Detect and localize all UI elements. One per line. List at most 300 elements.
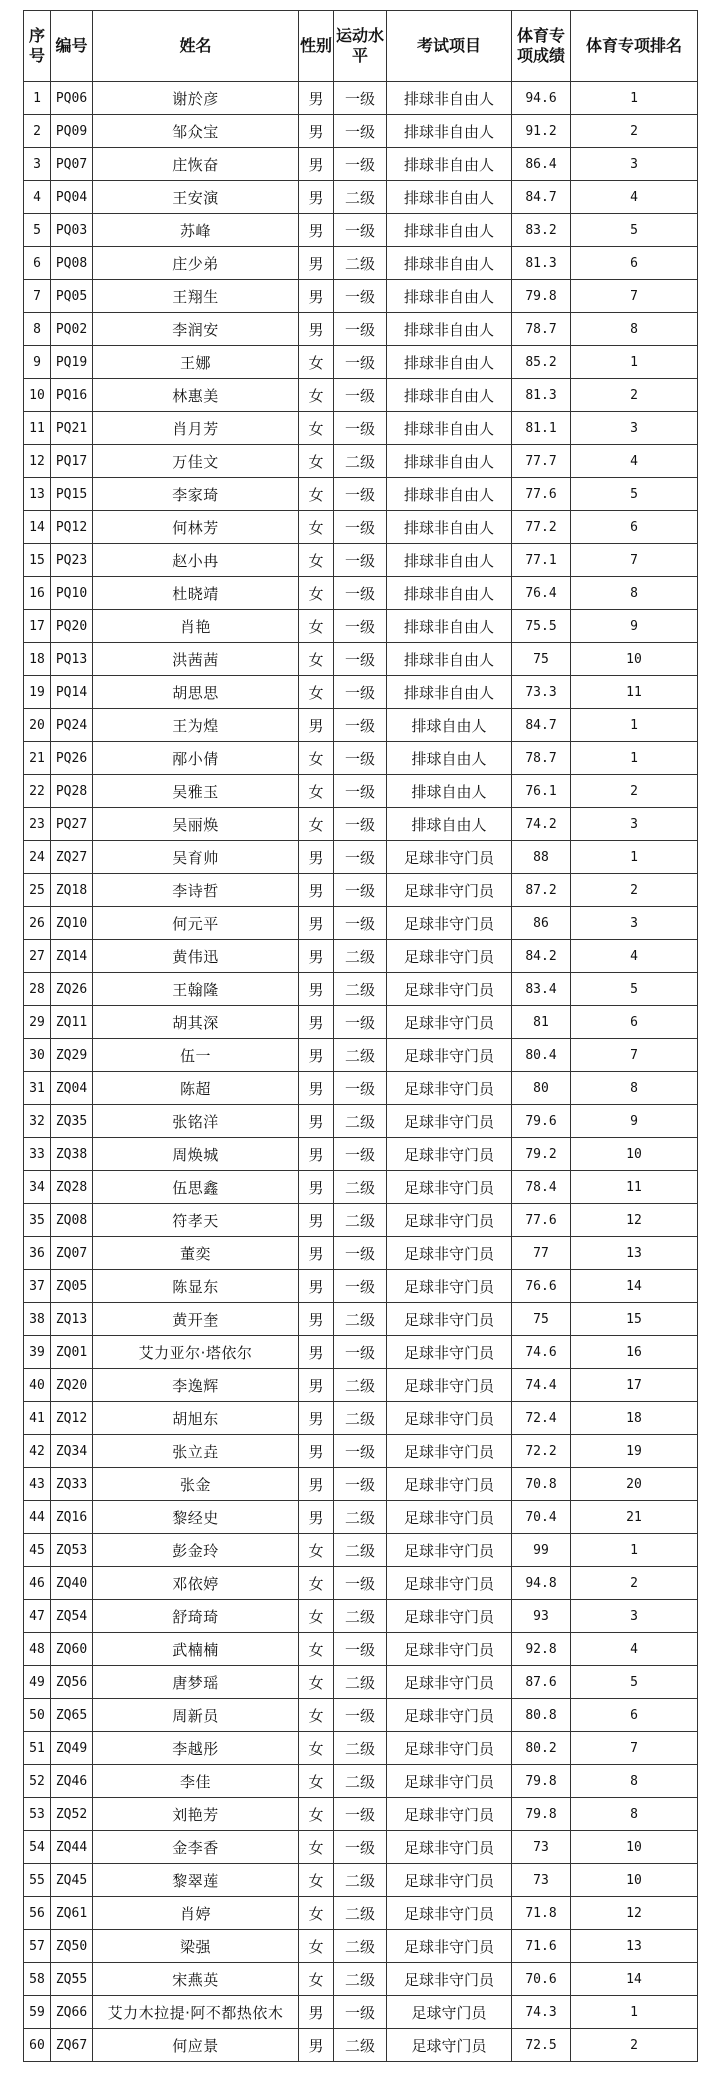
cell-score: 74.4: [512, 1369, 571, 1402]
cell-rank: 7: [571, 544, 698, 577]
cell-score: 74.3: [512, 1996, 571, 2029]
cell-name: 张铭洋: [93, 1105, 299, 1138]
cell-score: 71.8: [512, 1897, 571, 1930]
cell-seq: 55: [24, 1864, 51, 1897]
cell-seq: 20: [24, 709, 51, 742]
table-row: [24, 676, 698, 709]
cell-gender: 男: [299, 1336, 334, 1369]
cell-gender: 女: [299, 1666, 334, 1699]
cell-rank: 10: [571, 1864, 698, 1897]
cell-rank: 2: [571, 2029, 698, 2062]
cell-seq: 49: [24, 1666, 51, 1699]
cell-event: 足球非守门员: [387, 1270, 512, 1303]
cell-gender: 女: [299, 412, 334, 445]
cell-name: 邓依婷: [93, 1567, 299, 1600]
cell-level: 一级: [334, 379, 387, 412]
cell-gender: 男: [299, 1105, 334, 1138]
cell-rank: 14: [571, 1963, 698, 1996]
cell-seq: 9: [24, 346, 51, 379]
cell-code: ZQ13: [51, 1303, 93, 1336]
cell-name: 黄伟迅: [93, 940, 299, 973]
cell-gender: 女: [299, 1930, 334, 1963]
cell-rank: 2: [571, 874, 698, 907]
table-row: [24, 1501, 698, 1534]
table-row: [24, 1270, 698, 1303]
cell-seq: 3: [24, 148, 51, 181]
cell-rank: 1: [571, 346, 698, 379]
cell-gender: 男: [299, 148, 334, 181]
cell-gender: 女: [299, 808, 334, 841]
cell-rank: 1: [571, 841, 698, 874]
cell-name: 伍思鑫: [93, 1171, 299, 1204]
table-row: [24, 1864, 698, 1897]
cell-event: 足球非守门员: [387, 1138, 512, 1171]
cell-gender: 女: [299, 379, 334, 412]
cell-code: PQ12: [51, 511, 93, 544]
table-row: [24, 1402, 698, 1435]
cell-code: ZQ52: [51, 1798, 93, 1831]
cell-event: 足球非守门员: [387, 1897, 512, 1930]
cell-level: 一级: [334, 1633, 387, 1666]
header-score: 体育专项成绩: [512, 11, 571, 82]
cell-code: PQ14: [51, 676, 93, 709]
table-row: [24, 1831, 698, 1864]
cell-level: 一级: [334, 742, 387, 775]
cell-name: 王翔生: [93, 280, 299, 313]
cell-event: 足球非守门员: [387, 1633, 512, 1666]
cell-code: PQ27: [51, 808, 93, 841]
cell-level: 一级: [334, 577, 387, 610]
table-row: [24, 1765, 698, 1798]
cell-score: 87.6: [512, 1666, 571, 1699]
cell-name: 肖艳: [93, 610, 299, 643]
cell-score: 74.6: [512, 1336, 571, 1369]
table-row: [24, 874, 698, 907]
table-row: [24, 1633, 698, 1666]
header-code: 编号: [51, 11, 93, 82]
cell-name: 肖月芳: [93, 412, 299, 445]
cell-code: ZQ67: [51, 2029, 93, 2062]
cell-code: PQ19: [51, 346, 93, 379]
cell-level: 一级: [334, 841, 387, 874]
cell-seq: 56: [24, 1897, 51, 1930]
cell-score: 92.8: [512, 1633, 571, 1666]
cell-code: PQ08: [51, 247, 93, 280]
cell-rank: 3: [571, 1600, 698, 1633]
cell-score: 72.4: [512, 1402, 571, 1435]
cell-code: ZQ66: [51, 1996, 93, 2029]
cell-name: 董奕: [93, 1237, 299, 1270]
cell-gender: 女: [299, 775, 334, 808]
cell-name: 洪茜茜: [93, 643, 299, 676]
cell-seq: 10: [24, 379, 51, 412]
cell-name: 庄少弟: [93, 247, 299, 280]
cell-name: 肖婷: [93, 1897, 299, 1930]
table-row: [24, 1369, 698, 1402]
cell-level: 二级: [334, 1105, 387, 1138]
cell-gender: 男: [299, 1138, 334, 1171]
cell-name: 陈超: [93, 1072, 299, 1105]
cell-gender: 男: [299, 1468, 334, 1501]
cell-score: 76.4: [512, 577, 571, 610]
cell-event: 足球非守门员: [387, 1930, 512, 1963]
table-row: [24, 610, 698, 643]
cell-seq: 30: [24, 1039, 51, 1072]
cell-score: 81: [512, 1006, 571, 1039]
table-row: [24, 1666, 698, 1699]
cell-seq: 44: [24, 1501, 51, 1534]
header-seq: 序号: [24, 11, 51, 82]
score-table: [23, 10, 698, 2062]
header-event: 考试项目: [387, 11, 512, 82]
cell-score: 81.3: [512, 247, 571, 280]
cell-level: 一级: [334, 511, 387, 544]
table-row: [24, 346, 698, 379]
table-row: [24, 1171, 698, 1204]
table-row: [24, 148, 698, 181]
cell-name: 李家琦: [93, 478, 299, 511]
cell-seq: 35: [24, 1204, 51, 1237]
cell-gender: 男: [299, 1402, 334, 1435]
cell-level: 二级: [334, 1039, 387, 1072]
table-row: [24, 1105, 698, 1138]
cell-event: 排球非自由人: [387, 544, 512, 577]
cell-code: ZQ33: [51, 1468, 93, 1501]
cell-code: ZQ65: [51, 1699, 93, 1732]
cell-event: 排球自由人: [387, 709, 512, 742]
cell-rank: 4: [571, 1633, 698, 1666]
cell-rank: 1: [571, 709, 698, 742]
cell-event: 排球自由人: [387, 742, 512, 775]
cell-name: 陈显东: [93, 1270, 299, 1303]
cell-seq: 34: [24, 1171, 51, 1204]
cell-event: 足球非守门员: [387, 1600, 512, 1633]
cell-gender: 男: [299, 181, 334, 214]
cell-name: 何应景: [93, 2029, 299, 2062]
table-row: [24, 1732, 698, 1765]
table-row: [24, 1534, 698, 1567]
cell-seq: 58: [24, 1963, 51, 1996]
cell-name: 吴雅玉: [93, 775, 299, 808]
cell-event: 足球非守门员: [387, 1468, 512, 1501]
cell-code: ZQ29: [51, 1039, 93, 1072]
cell-name: 胡旭东: [93, 1402, 299, 1435]
table-row: [24, 544, 698, 577]
cell-rank: 5: [571, 1666, 698, 1699]
cell-level: 一级: [334, 346, 387, 379]
cell-rank: 1: [571, 742, 698, 775]
cell-level: 一级: [334, 1072, 387, 1105]
cell-level: 一级: [334, 610, 387, 643]
cell-event: 排球非自由人: [387, 181, 512, 214]
cell-event: 排球非自由人: [387, 148, 512, 181]
cell-level: 一级: [334, 544, 387, 577]
cell-score: 88: [512, 841, 571, 874]
cell-name: 伍一: [93, 1039, 299, 1072]
table-row: [24, 82, 698, 115]
cell-score: 80.4: [512, 1039, 571, 1072]
cell-seq: 52: [24, 1765, 51, 1798]
header-gender: 性别: [299, 11, 334, 82]
cell-event: 足球守门员: [387, 2029, 512, 2062]
cell-event: 排球非自由人: [387, 412, 512, 445]
cell-code: ZQ61: [51, 1897, 93, 1930]
cell-seq: 47: [24, 1600, 51, 1633]
table-row: [24, 808, 698, 841]
cell-rank: 8: [571, 313, 698, 346]
table-row: [24, 1039, 698, 1072]
table-row: [24, 1963, 698, 1996]
cell-gender: 男: [299, 214, 334, 247]
cell-gender: 男: [299, 2029, 334, 2062]
table-row: [24, 181, 698, 214]
cell-score: 79.8: [512, 1765, 571, 1798]
cell-seq: 43: [24, 1468, 51, 1501]
cell-rank: 5: [571, 214, 698, 247]
cell-code: PQ21: [51, 412, 93, 445]
table-row: [24, 1072, 698, 1105]
cell-score: 77.6: [512, 478, 571, 511]
cell-score: 93: [512, 1600, 571, 1633]
cell-seq: 50: [24, 1699, 51, 1732]
cell-score: 73: [512, 1831, 571, 1864]
cell-level: 一级: [334, 1336, 387, 1369]
cell-seq: 11: [24, 412, 51, 445]
cell-event: 排球自由人: [387, 808, 512, 841]
table-row: [24, 313, 698, 346]
cell-level: 一级: [334, 1831, 387, 1864]
cell-score: 81.1: [512, 412, 571, 445]
cell-code: PQ03: [51, 214, 93, 247]
cell-code: PQ20: [51, 610, 93, 643]
cell-level: 一级: [334, 478, 387, 511]
cell-gender: 男: [299, 1006, 334, 1039]
cell-name: 何元平: [93, 907, 299, 940]
cell-gender: 女: [299, 1963, 334, 1996]
cell-rank: 4: [571, 445, 698, 478]
cell-seq: 6: [24, 247, 51, 280]
cell-level: 二级: [334, 1732, 387, 1765]
cell-rank: 8: [571, 1072, 698, 1105]
cell-gender: 女: [299, 676, 334, 709]
cell-score: 76.6: [512, 1270, 571, 1303]
cell-seq: 33: [24, 1138, 51, 1171]
cell-gender: 女: [299, 577, 334, 610]
cell-score: 80: [512, 1072, 571, 1105]
cell-event: 足球非守门员: [387, 1864, 512, 1897]
cell-code: ZQ01: [51, 1336, 93, 1369]
cell-event: 足球非守门员: [387, 1534, 512, 1567]
cell-rank: 3: [571, 412, 698, 445]
cell-rank: 11: [571, 676, 698, 709]
cell-seq: 48: [24, 1633, 51, 1666]
cell-code: ZQ20: [51, 1369, 93, 1402]
cell-code: ZQ07: [51, 1237, 93, 1270]
cell-event: 排球非自由人: [387, 214, 512, 247]
cell-score: 99: [512, 1534, 571, 1567]
cell-score: 71.6: [512, 1930, 571, 1963]
cell-event: 排球自由人: [387, 775, 512, 808]
cell-seq: 26: [24, 907, 51, 940]
cell-level: 二级: [334, 2029, 387, 2062]
cell-level: 一级: [334, 676, 387, 709]
cell-name: 李佳: [93, 1765, 299, 1798]
table-row: [24, 577, 698, 610]
cell-seq: 51: [24, 1732, 51, 1765]
cell-name: 符孝天: [93, 1204, 299, 1237]
cell-gender: 女: [299, 1765, 334, 1798]
cell-gender: 男: [299, 841, 334, 874]
cell-rank: 3: [571, 808, 698, 841]
cell-name: 林惠美: [93, 379, 299, 412]
cell-seq: 15: [24, 544, 51, 577]
table-row: [24, 1336, 698, 1369]
cell-gender: 女: [299, 478, 334, 511]
cell-name: 梁强: [93, 1930, 299, 1963]
cell-seq: 16: [24, 577, 51, 610]
cell-name: 王为煌: [93, 709, 299, 742]
cell-code: ZQ16: [51, 1501, 93, 1534]
cell-level: 二级: [334, 1897, 387, 1930]
cell-level: 一级: [334, 1567, 387, 1600]
cell-code: PQ15: [51, 478, 93, 511]
cell-seq: 28: [24, 973, 51, 1006]
cell-score: 84.7: [512, 181, 571, 214]
cell-score: 70.8: [512, 1468, 571, 1501]
cell-rank: 19: [571, 1435, 698, 1468]
cell-name: 黄开奎: [93, 1303, 299, 1336]
cell-seq: 31: [24, 1072, 51, 1105]
table-row: [24, 1996, 698, 2029]
cell-score: 87.2: [512, 874, 571, 907]
cell-level: 一级: [334, 1798, 387, 1831]
cell-score: 83.2: [512, 214, 571, 247]
table-row: [24, 907, 698, 940]
cell-rank: 6: [571, 511, 698, 544]
cell-score: 76.1: [512, 775, 571, 808]
cell-rank: 10: [571, 1138, 698, 1171]
cell-gender: 女: [299, 346, 334, 379]
cell-gender: 男: [299, 115, 334, 148]
cell-gender: 女: [299, 544, 334, 577]
cell-score: 74.2: [512, 808, 571, 841]
cell-level: 二级: [334, 181, 387, 214]
cell-score: 75.5: [512, 610, 571, 643]
cell-code: ZQ60: [51, 1633, 93, 1666]
cell-rank: 5: [571, 478, 698, 511]
cell-gender: 男: [299, 709, 334, 742]
cell-level: 二级: [334, 973, 387, 1006]
cell-event: 足球非守门员: [387, 1171, 512, 1204]
table-row: [24, 643, 698, 676]
cell-gender: 男: [299, 973, 334, 1006]
cell-name: 赵小冉: [93, 544, 299, 577]
cell-name: 何林芳: [93, 511, 299, 544]
cell-seq: 40: [24, 1369, 51, 1402]
cell-event: 足球非守门员: [387, 1732, 512, 1765]
cell-seq: 25: [24, 874, 51, 907]
cell-level: 一级: [334, 1006, 387, 1039]
table-row: [24, 2029, 698, 2062]
cell-seq: 19: [24, 676, 51, 709]
cell-code: ZQ49: [51, 1732, 93, 1765]
cell-gender: 女: [299, 1633, 334, 1666]
cell-seq: 57: [24, 1930, 51, 1963]
cell-rank: 18: [571, 1402, 698, 1435]
cell-score: 86.4: [512, 148, 571, 181]
cell-gender: 男: [299, 940, 334, 973]
cell-seq: 53: [24, 1798, 51, 1831]
table-row: [24, 511, 698, 544]
cell-event: 足球守门员: [387, 1996, 512, 2029]
cell-rank: 12: [571, 1897, 698, 1930]
cell-score: 77.6: [512, 1204, 571, 1237]
cell-gender: 女: [299, 1864, 334, 1897]
cell-gender: 男: [299, 247, 334, 280]
cell-name: 金李香: [93, 1831, 299, 1864]
cell-name: 吴丽焕: [93, 808, 299, 841]
cell-name: 李逸辉: [93, 1369, 299, 1402]
cell-level: 二级: [334, 940, 387, 973]
cell-event: 足球非守门员: [387, 1435, 512, 1468]
cell-score: 72.2: [512, 1435, 571, 1468]
cell-score: 81.3: [512, 379, 571, 412]
cell-rank: 20: [571, 1468, 698, 1501]
cell-score: 73.3: [512, 676, 571, 709]
cell-seq: 37: [24, 1270, 51, 1303]
cell-score: 77.1: [512, 544, 571, 577]
cell-rank: 16: [571, 1336, 698, 1369]
cell-level: 二级: [334, 1930, 387, 1963]
table-row: [24, 280, 698, 313]
cell-gender: 男: [299, 1204, 334, 1237]
cell-seq: 8: [24, 313, 51, 346]
cell-score: 91.2: [512, 115, 571, 148]
cell-code: PQ07: [51, 148, 93, 181]
cell-name: 王翰隆: [93, 973, 299, 1006]
cell-name: 王娜: [93, 346, 299, 379]
cell-name: 邹众宝: [93, 115, 299, 148]
cell-code: ZQ12: [51, 1402, 93, 1435]
cell-seq: 27: [24, 940, 51, 973]
cell-rank: 12: [571, 1204, 698, 1237]
table-row: [24, 1435, 698, 1468]
cell-gender: 女: [299, 1732, 334, 1765]
cell-score: 80.8: [512, 1699, 571, 1732]
cell-rank: 3: [571, 148, 698, 181]
cell-level: 一级: [334, 643, 387, 676]
cell-gender: 男: [299, 1270, 334, 1303]
table-row: [24, 1303, 698, 1336]
cell-code: PQ10: [51, 577, 93, 610]
cell-rank: 1: [571, 1534, 698, 1567]
cell-name: 吴育帅: [93, 841, 299, 874]
cell-level: 一级: [334, 775, 387, 808]
cell-score: 84.2: [512, 940, 571, 973]
cell-level: 二级: [334, 1666, 387, 1699]
cell-score: 75: [512, 1303, 571, 1336]
cell-code: ZQ35: [51, 1105, 93, 1138]
cell-event: 排球非自由人: [387, 82, 512, 115]
cell-gender: 女: [299, 1600, 334, 1633]
cell-rank: 2: [571, 1567, 698, 1600]
cell-code: PQ04: [51, 181, 93, 214]
cell-gender: 女: [299, 511, 334, 544]
cell-rank: 13: [571, 1930, 698, 1963]
cell-level: 二级: [334, 1402, 387, 1435]
cell-event: 足球非守门员: [387, 1666, 512, 1699]
cell-score: 78.7: [512, 313, 571, 346]
